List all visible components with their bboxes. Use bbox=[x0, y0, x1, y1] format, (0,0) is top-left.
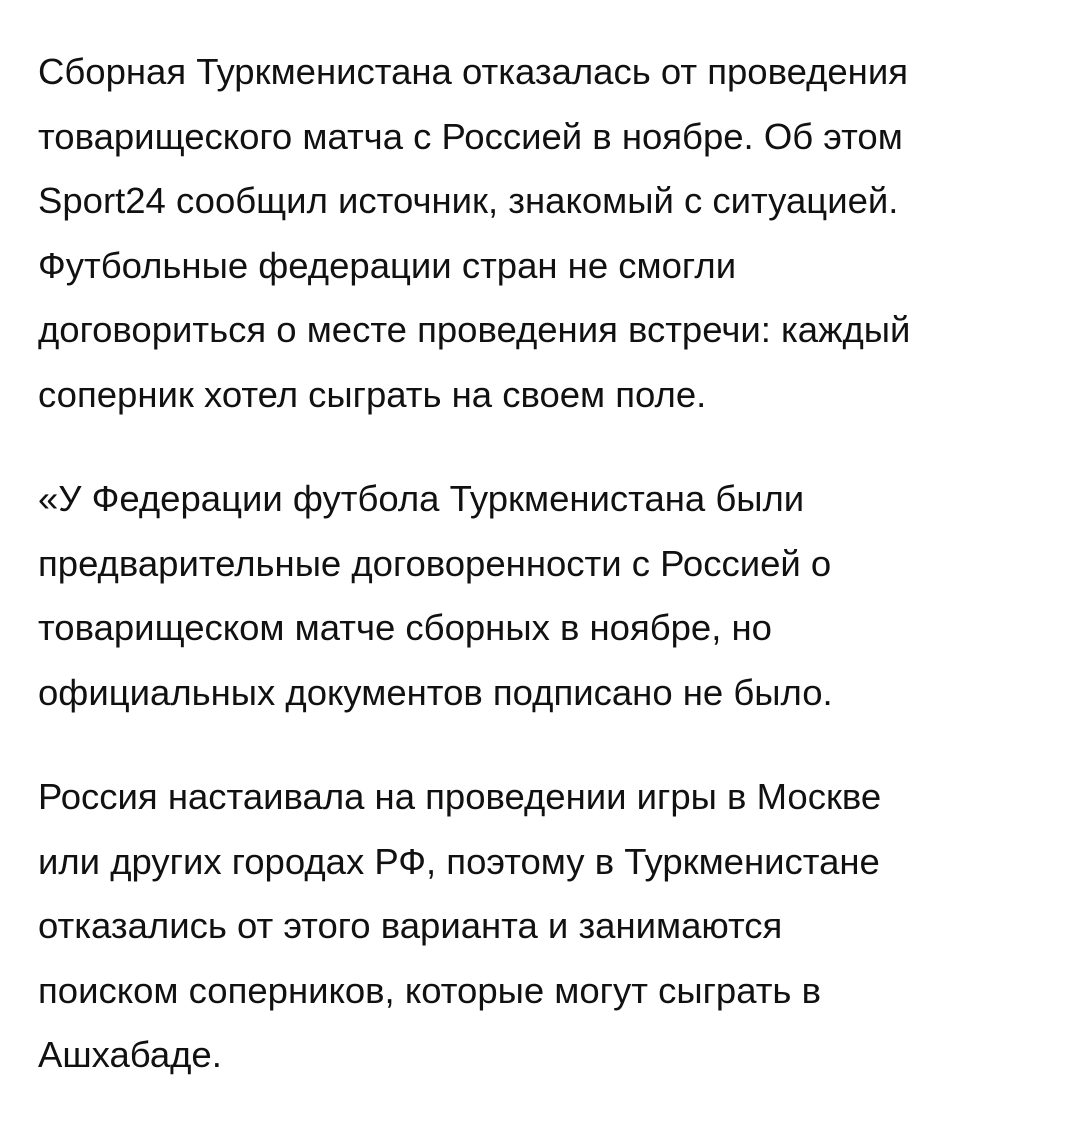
paragraph-line: товарищеского матча с Россией в ноябре. Об этом bbox=[38, 115, 903, 157]
paragraph-line: Ашхабаде. bbox=[38, 1034, 222, 1075]
paragraph-line: официальных документов подписано не было. bbox=[38, 671, 833, 713]
article-paragraph-1 bbox=[38, 40, 1078, 427]
paragraph-line: Россия настаивала на проведении игры в Москве bbox=[38, 776, 882, 817]
paragraph-line: или других городах РФ, поэтому в Туркменистане bbox=[38, 840, 880, 882]
article-paragraph-2-quote bbox=[38, 467, 1078, 725]
paragraph-line: товарищеском матче сборных в ноябре, но bbox=[38, 607, 772, 648]
paragraph-line: соперник хотел сыграть на своем поле. bbox=[38, 373, 707, 415]
paragraph-line: «У Федерации футбола Туркменистана были bbox=[38, 478, 805, 519]
paragraph-line: отказались от этого варианта и занимаются bbox=[38, 905, 783, 946]
paragraph-line: предварительные договоренности с Россией о bbox=[38, 542, 832, 584]
paragraph-line: договориться о месте проведения встречи: каждый bbox=[38, 309, 911, 350]
paragraph-line: Футбольные федерации стран не смогли bbox=[38, 244, 737, 286]
article-paragraph-3 bbox=[38, 765, 1078, 1088]
paragraph-line: Sport24 сообщил источник, знакомый с ситуацией. bbox=[38, 180, 899, 221]
paragraph-line: поиском соперников, которые могут сыграть в bbox=[38, 969, 821, 1011]
paragraph-line: Сборная Туркменистана отказалась от проведения bbox=[38, 51, 908, 92]
